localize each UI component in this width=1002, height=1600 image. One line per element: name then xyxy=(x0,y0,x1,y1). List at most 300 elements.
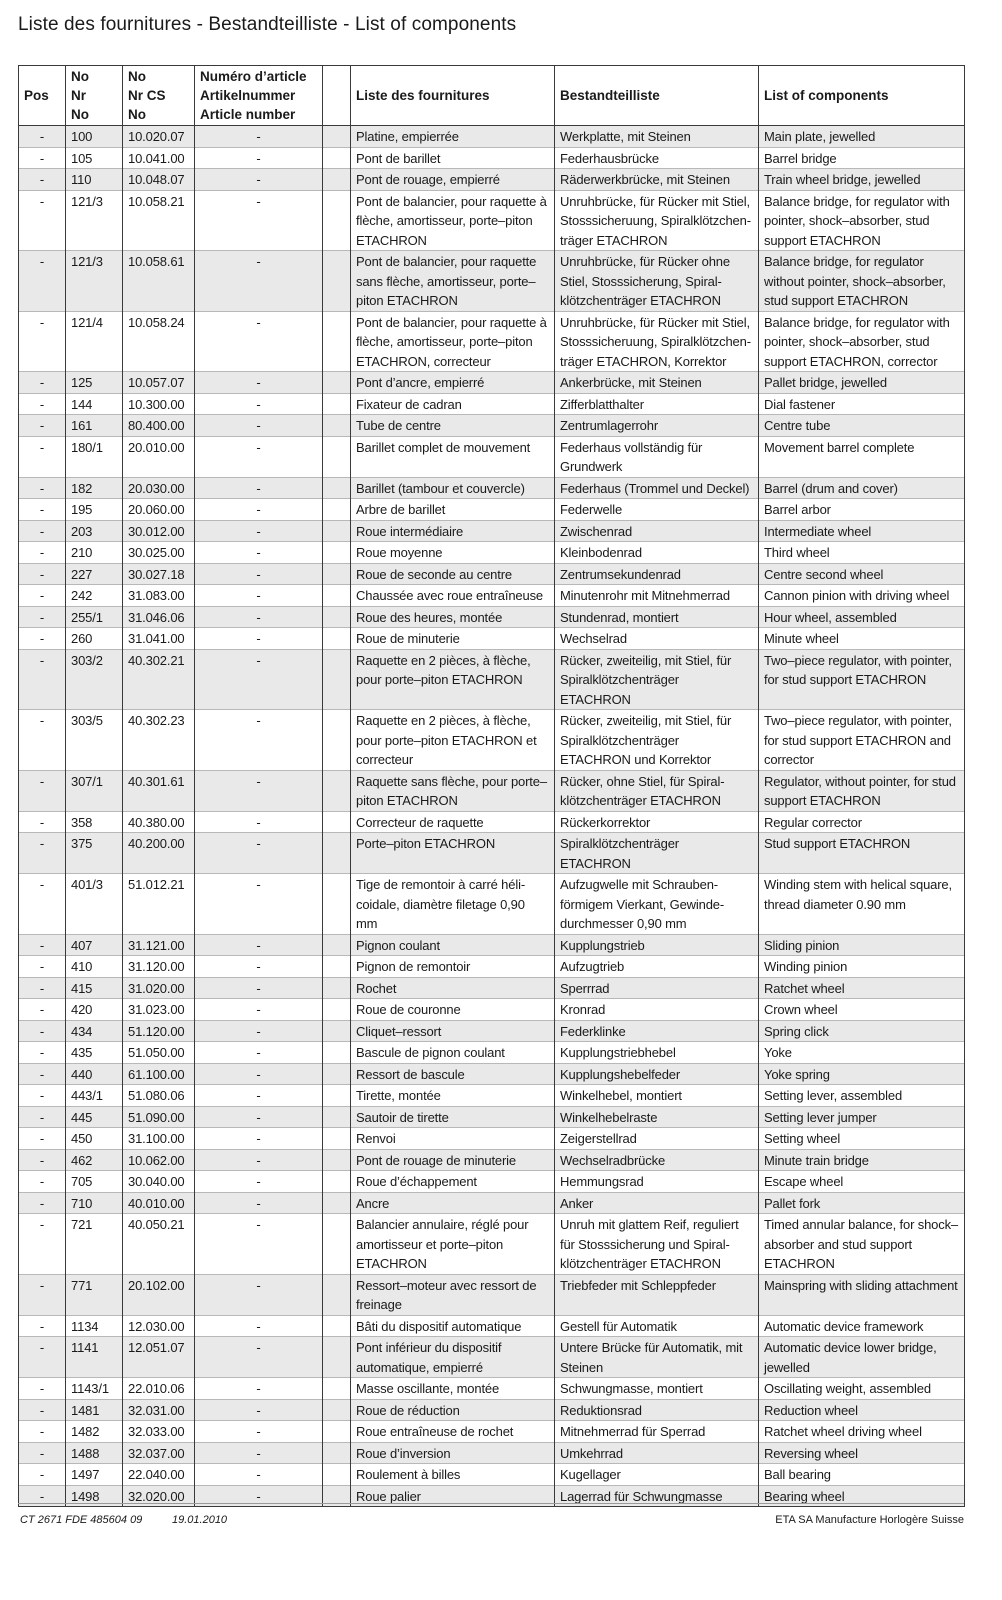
cell-article: - xyxy=(195,1106,323,1128)
cell-en: Escape wheel xyxy=(759,1171,965,1193)
cell-pos: - xyxy=(19,147,66,169)
cell-de: Federhaus (Trommel und Deckel) xyxy=(555,477,759,499)
table-row xyxy=(19,126,965,148)
cell-article: - xyxy=(195,311,323,372)
cell-nr: 375 xyxy=(66,833,123,874)
cell-article: - xyxy=(195,126,323,148)
cell-blank xyxy=(323,190,351,251)
table-row xyxy=(19,1421,965,1443)
cell-de: Wechselradbrücke xyxy=(555,1149,759,1171)
cell-cs: 31.041.00 xyxy=(123,628,195,650)
table-row xyxy=(19,1274,965,1315)
footer-doc-ref: CT 2671 FDE 485604 09 xyxy=(20,1514,143,1526)
cell-cs: 20.010.00 xyxy=(123,436,195,477)
cell-de: Rücker, zweiteilig, mit Stiel, für Spiralklötzchenträger ETACHRON xyxy=(555,649,759,710)
cell-article: - xyxy=(195,190,323,251)
cell-article: - xyxy=(195,1063,323,1085)
cell-de: Gestell für Automatik xyxy=(555,1315,759,1337)
table-row xyxy=(19,393,965,415)
cell-de: Federklinke xyxy=(555,1020,759,1042)
cell-cs: 31.121.00 xyxy=(123,934,195,956)
header-nr: No Nr No xyxy=(66,66,123,126)
cell-article: - xyxy=(195,1192,323,1214)
table-row xyxy=(19,1464,965,1486)
cell-cs: 10.057.07 xyxy=(123,372,195,394)
cell-cs: 10.020.07 xyxy=(123,126,195,148)
cell-de: Unruhbrücke, für Rücker mit Stiel, Stosssicheruung, Spiralklötzchen-träger ETACHRON xyxy=(555,190,759,251)
cell-article: - xyxy=(195,1274,323,1315)
cell-fr: Barillet complet de mouvement xyxy=(351,436,555,477)
cell-cs: 10.058.21 xyxy=(123,190,195,251)
cell-nr: 307/1 xyxy=(66,770,123,811)
cell-en: Centre tube xyxy=(759,415,965,437)
cell-en: Intermediate wheel xyxy=(759,520,965,542)
cell-en: Winding pinion xyxy=(759,956,965,978)
cell-en: Movement barrel complete xyxy=(759,436,965,477)
cell-blank xyxy=(323,1020,351,1042)
table-row xyxy=(19,977,965,999)
cell-blank xyxy=(323,1042,351,1064)
cell-pos: - xyxy=(19,436,66,477)
cell-pos: - xyxy=(19,126,66,148)
cell-blank xyxy=(323,1171,351,1193)
cell-article: - xyxy=(195,542,323,564)
cell-blank xyxy=(323,1274,351,1315)
cell-pos: - xyxy=(19,585,66,607)
table-row xyxy=(19,499,965,521)
cell-cs: 10.048.07 xyxy=(123,169,195,191)
cell-cs: 51.012.21 xyxy=(123,874,195,935)
cell-cs: 10.041.00 xyxy=(123,147,195,169)
table-row xyxy=(19,934,965,956)
cell-pos: - xyxy=(19,311,66,372)
cell-cs: 22.010.06 xyxy=(123,1378,195,1400)
cell-de: Ankerbrücke, mit Steinen xyxy=(555,372,759,394)
cell-article: - xyxy=(195,1085,323,1107)
footer-date: 19.01.2010 xyxy=(172,1514,228,1526)
cell-nr: 1141 xyxy=(66,1337,123,1378)
cell-article: - xyxy=(195,393,323,415)
cell-pos: - xyxy=(19,1042,66,1064)
cell-pos: - xyxy=(19,934,66,956)
cell-blank xyxy=(323,934,351,956)
cell-fr: Chaussée avec roue entraîneuse xyxy=(351,585,555,607)
cell-de: Aufzugwelle mit Schrauben-förmigem Vierkant, Gewinde-durchmesser 0,90 mm xyxy=(555,874,759,935)
table-row xyxy=(19,1085,965,1107)
cell-nr: 1497 xyxy=(66,1464,123,1486)
cell-article: - xyxy=(195,1464,323,1486)
cell-fr: Barillet (tambour et couvercle) xyxy=(351,477,555,499)
cell-pos: - xyxy=(19,1106,66,1128)
cell-nr: 227 xyxy=(66,563,123,585)
cell-en: Setting lever jumper xyxy=(759,1106,965,1128)
table-row xyxy=(19,999,965,1021)
cell-blank xyxy=(323,1337,351,1378)
cell-en: Bearing wheel xyxy=(759,1485,965,1507)
cell-cs: 32.020.00 xyxy=(123,1485,195,1507)
cell-pos: - xyxy=(19,710,66,771)
cell-pos: - xyxy=(19,811,66,833)
table-row xyxy=(19,585,965,607)
cell-nr: 705 xyxy=(66,1171,123,1193)
cell-nr: 710 xyxy=(66,1192,123,1214)
cell-article: - xyxy=(195,811,323,833)
table-row xyxy=(19,311,965,372)
table-row xyxy=(19,520,965,542)
table-row xyxy=(19,628,965,650)
cell-en: Reduction wheel xyxy=(759,1399,965,1421)
table-row xyxy=(19,1128,965,1150)
cell-blank xyxy=(323,1192,351,1214)
table-row xyxy=(19,415,965,437)
cell-pos: - xyxy=(19,649,66,710)
cell-en: Barrel bridge xyxy=(759,147,965,169)
cell-cs: 10.062.00 xyxy=(123,1149,195,1171)
cell-cs: 31.046.06 xyxy=(123,606,195,628)
cell-cs: 20.030.00 xyxy=(123,477,195,499)
cell-pos: - xyxy=(19,1063,66,1085)
table-row xyxy=(19,1042,965,1064)
cell-article: - xyxy=(195,956,323,978)
cell-en: Minute train bridge xyxy=(759,1149,965,1171)
header-pos: Pos xyxy=(19,66,66,126)
cell-fr: Roue intermédiaire xyxy=(351,520,555,542)
cell-article: - xyxy=(195,1442,323,1464)
cell-nr: 445 xyxy=(66,1106,123,1128)
cell-article: - xyxy=(195,251,323,312)
cell-blank xyxy=(323,1378,351,1400)
cell-en: Balance bridge, for regulator without pointer, shock–absorber, stud support ETACHRON xyxy=(759,251,965,312)
cell-fr: Renvoi xyxy=(351,1128,555,1150)
cell-en: Train wheel bridge, jewelled xyxy=(759,169,965,191)
cell-en: Setting wheel xyxy=(759,1128,965,1150)
cell-nr: 771 xyxy=(66,1274,123,1315)
cell-en: Two–piece regulator, with pointer, for stud support ETACHRON and corrector xyxy=(759,710,965,771)
cell-en: Centre second wheel xyxy=(759,563,965,585)
cell-en: Balance bridge, for regulator with pointer, shock–absorber, stud support ETACHRON, corrector xyxy=(759,311,965,372)
cell-de: Wechselrad xyxy=(555,628,759,650)
table-row xyxy=(19,770,965,811)
cell-pos: - xyxy=(19,1378,66,1400)
cell-en: Stud support ETACHRON xyxy=(759,833,965,874)
cell-nr: 358 xyxy=(66,811,123,833)
cell-fr: Arbre de barillet xyxy=(351,499,555,521)
cell-de: Federhausbrücke xyxy=(555,147,759,169)
cell-en: Sliding pinion xyxy=(759,934,965,956)
cell-de: Federwelle xyxy=(555,499,759,521)
cell-de: Kupplungstrieb xyxy=(555,934,759,956)
cell-fr: Pont de rouage, empierré xyxy=(351,169,555,191)
cell-pos: - xyxy=(19,477,66,499)
cell-fr: Balancier annulaire, réglé pour amortisseur et porte–piton ETACHRON xyxy=(351,1214,555,1275)
cell-pos: - xyxy=(19,1128,66,1150)
cell-blank xyxy=(323,147,351,169)
cell-pos: - xyxy=(19,393,66,415)
table-row xyxy=(19,563,965,585)
cell-fr: Roue moyenne xyxy=(351,542,555,564)
cell-article: - xyxy=(195,1337,323,1378)
table-row xyxy=(19,1171,965,1193)
cell-cs: 12.030.00 xyxy=(123,1315,195,1337)
cell-blank xyxy=(323,499,351,521)
cell-de: Unruh mit glattem Reif, reguliert für Stosssicherung und Spiral-klötzchenträger ETACHRON xyxy=(555,1214,759,1275)
cell-de: Rücker, ohne Stiel, für Spiral-klötzchenträger ETACHRON xyxy=(555,770,759,811)
cell-en: Pallet bridge, jewelled xyxy=(759,372,965,394)
cell-article: - xyxy=(195,585,323,607)
cell-fr: Pignon coulant xyxy=(351,934,555,956)
cell-de: Reduktionsrad xyxy=(555,1399,759,1421)
cell-fr: Porte–piton ETACHRON xyxy=(351,833,555,874)
table-row xyxy=(19,1337,965,1378)
cell-nr: 260 xyxy=(66,628,123,650)
table-row xyxy=(19,1063,965,1085)
cell-article: - xyxy=(195,477,323,499)
cell-fr: Raquette en 2 pièces, à flèche, pour porte–piton ETACHRON et correcteur xyxy=(351,710,555,771)
cell-article: - xyxy=(195,415,323,437)
cell-blank xyxy=(323,1149,351,1171)
cell-pos: - xyxy=(19,1085,66,1107)
cell-de: Zentrumlagerrohr xyxy=(555,415,759,437)
cell-nr: 410 xyxy=(66,956,123,978)
cell-blank xyxy=(323,436,351,477)
cell-en: Spring click xyxy=(759,1020,965,1042)
cell-pos: - xyxy=(19,1421,66,1443)
table-row xyxy=(19,1399,965,1421)
cell-nr: 100 xyxy=(66,126,123,148)
cell-cs: 30.012.00 xyxy=(123,520,195,542)
cell-article: - xyxy=(195,147,323,169)
cell-en: Two–piece regulator, with pointer, for stud support ETACHRON xyxy=(759,649,965,710)
cell-nr: 242 xyxy=(66,585,123,607)
cell-article: - xyxy=(195,563,323,585)
cell-blank xyxy=(323,477,351,499)
table-row xyxy=(19,710,965,771)
cell-en: Reversing wheel xyxy=(759,1442,965,1464)
table-row xyxy=(19,1020,965,1042)
cell-article: - xyxy=(195,499,323,521)
cell-blank xyxy=(323,977,351,999)
cell-en: Oscillating weight, assembled xyxy=(759,1378,965,1400)
cell-en: Main plate, jewelled xyxy=(759,126,965,148)
cell-pos: - xyxy=(19,628,66,650)
cell-fr: Fixateur de cadran xyxy=(351,393,555,415)
cell-blank xyxy=(323,1063,351,1085)
cell-cs: 51.050.00 xyxy=(123,1042,195,1064)
cell-fr: Rochet xyxy=(351,977,555,999)
cell-nr: 1482 xyxy=(66,1421,123,1443)
cell-cs: 51.080.06 xyxy=(123,1085,195,1107)
cell-en: Winding stem with helical square, thread diameter 0.90 mm xyxy=(759,874,965,935)
cell-nr: 443/1 xyxy=(66,1085,123,1107)
table-row xyxy=(19,811,965,833)
cell-en: Dial fastener xyxy=(759,393,965,415)
cell-pos: - xyxy=(19,1149,66,1171)
cell-nr: 462 xyxy=(66,1149,123,1171)
cell-cs: 32.033.00 xyxy=(123,1421,195,1443)
cell-fr: Cliquet–ressort xyxy=(351,1020,555,1042)
cell-blank xyxy=(323,585,351,607)
cell-article: - xyxy=(195,874,323,935)
cell-cs: 31.083.00 xyxy=(123,585,195,607)
cell-cs: 30.040.00 xyxy=(123,1171,195,1193)
cell-en: Regular corrector xyxy=(759,811,965,833)
cell-fr: Tige de remontoir à carré héli-coidale, diamètre filetage 0,90 mm xyxy=(351,874,555,935)
cell-blank xyxy=(323,1106,351,1128)
header-de: Bestandteilliste xyxy=(555,66,759,126)
cell-de: Kronrad xyxy=(555,999,759,1021)
cell-de: Unruhbrücke, für Rücker mit Stiel, Stosssicheruung, Spiralklötzchen-träger ETACHRON, Korrektor xyxy=(555,311,759,372)
cell-de: Unruhbrücke, für Rücker ohne Stiel, Stosssicherung, Spiral-klötzchenträger ETACHRON xyxy=(555,251,759,312)
cell-pos: - xyxy=(19,770,66,811)
cell-blank xyxy=(323,1085,351,1107)
page-title: Liste des fournitures - Bestandteilliste - List of components xyxy=(18,14,517,35)
cell-nr: 440 xyxy=(66,1063,123,1085)
cell-article: - xyxy=(195,1171,323,1193)
cell-article: - xyxy=(195,169,323,191)
cell-blank xyxy=(323,169,351,191)
cell-fr: Sautoir de tirette xyxy=(351,1106,555,1128)
cell-fr: Raquette en 2 pièces, à flèche, pour porte–piton ETACHRON xyxy=(351,649,555,710)
cell-fr: Ressort de bascule xyxy=(351,1063,555,1085)
cell-en: Automatic device framework xyxy=(759,1315,965,1337)
cell-blank xyxy=(323,311,351,372)
cell-fr: Roue palier xyxy=(351,1485,555,1507)
cell-de: Aufzugtrieb xyxy=(555,956,759,978)
cell-cs: 40.010.00 xyxy=(123,1192,195,1214)
cell-nr: 303/5 xyxy=(66,710,123,771)
cell-blank xyxy=(323,833,351,874)
cell-blank xyxy=(323,649,351,710)
cell-cs: 32.031.00 xyxy=(123,1399,195,1421)
cell-blank xyxy=(323,628,351,650)
cell-pos: - xyxy=(19,169,66,191)
cell-nr: 1134 xyxy=(66,1315,123,1337)
cell-blank xyxy=(323,1442,351,1464)
footer-divider xyxy=(18,1503,964,1504)
cell-blank xyxy=(323,770,351,811)
cell-article: - xyxy=(195,833,323,874)
cell-pos: - xyxy=(19,606,66,628)
cell-pos: - xyxy=(19,563,66,585)
cell-nr: 721 xyxy=(66,1214,123,1275)
cell-en: Timed annular balance, for shock–absorber and stud support ETACHRON xyxy=(759,1214,965,1275)
table-row xyxy=(19,169,965,191)
cell-en: Yoke spring xyxy=(759,1063,965,1085)
cell-blank xyxy=(323,1399,351,1421)
table-row xyxy=(19,956,965,978)
cell-cs: 10.058.61 xyxy=(123,251,195,312)
cell-pos: - xyxy=(19,190,66,251)
cell-de: Zeigerstellrad xyxy=(555,1128,759,1150)
cell-blank xyxy=(323,1421,351,1443)
cell-article: - xyxy=(195,372,323,394)
cell-de: Räderwerkbrücke, mit Steinen xyxy=(555,169,759,191)
table-row xyxy=(19,1149,965,1171)
cell-cs: 12.051.07 xyxy=(123,1337,195,1378)
cell-pos: - xyxy=(19,251,66,312)
cell-de: Untere Brücke für Automatik, mit Steinen xyxy=(555,1337,759,1378)
cell-de: Kugellager xyxy=(555,1464,759,1486)
cell-pos: - xyxy=(19,833,66,874)
cell-blank xyxy=(323,563,351,585)
cell-nr: 415 xyxy=(66,977,123,999)
cell-fr: Pont inférieur du dispositif automatique, empierré xyxy=(351,1337,555,1378)
cell-fr: Roue de seconde au centre xyxy=(351,563,555,585)
cell-blank xyxy=(323,1128,351,1150)
cell-de: Kupplungshebelfeder xyxy=(555,1063,759,1085)
cell-de: Triebfeder mit Schleppfeder xyxy=(555,1274,759,1315)
cell-pos: - xyxy=(19,1315,66,1337)
cell-article: - xyxy=(195,520,323,542)
cell-pos: - xyxy=(19,1274,66,1315)
cell-cs: 31.023.00 xyxy=(123,999,195,1021)
cell-nr: 210 xyxy=(66,542,123,564)
header-fr: Liste des fournitures xyxy=(351,66,555,126)
cell-nr: 161 xyxy=(66,415,123,437)
cell-cs: 31.120.00 xyxy=(123,956,195,978)
cell-fr: Roue d’échappement xyxy=(351,1171,555,1193)
cell-fr: Tube de centre xyxy=(351,415,555,437)
cell-article: - xyxy=(195,1042,323,1064)
cell-nr: 121/3 xyxy=(66,251,123,312)
table-row xyxy=(19,190,965,251)
cell-de: Mitnehmerrad für Sperrad xyxy=(555,1421,759,1443)
cell-nr: 180/1 xyxy=(66,436,123,477)
cell-cs: 40.050.21 xyxy=(123,1214,195,1275)
components-table-container xyxy=(18,65,964,1507)
cell-fr: Pont de balancier, pour raquette à flèche, amortisseur, porte–piton ETACHRON, correcteur xyxy=(351,311,555,372)
cell-fr: Pont de rouage de minuterie xyxy=(351,1149,555,1171)
cell-en: Balance bridge, for regulator with pointer, shock–absorber, stud support ETACHRON xyxy=(759,190,965,251)
cell-blank xyxy=(323,710,351,771)
table-row xyxy=(19,649,965,710)
cell-article: - xyxy=(195,1421,323,1443)
table-row xyxy=(19,372,965,394)
cell-en: Third wheel xyxy=(759,542,965,564)
cell-fr: Ressort–moteur avec ressort de freinage xyxy=(351,1274,555,1315)
cell-de: Schwungmasse, montiert xyxy=(555,1378,759,1400)
cell-pos: - xyxy=(19,1171,66,1193)
cell-cs: 40.200.00 xyxy=(123,833,195,874)
cell-cs: 10.058.24 xyxy=(123,311,195,372)
table-row xyxy=(19,147,965,169)
table-row xyxy=(19,874,965,935)
cell-en: Yoke xyxy=(759,1042,965,1064)
cell-fr: Pignon de remontoir xyxy=(351,956,555,978)
cell-de: Federhaus vollständig für Grundwerk xyxy=(555,436,759,477)
cell-de: Anker xyxy=(555,1192,759,1214)
cell-en: Regulator, without pointer, for stud support ETACHRON xyxy=(759,770,965,811)
cell-de: Kupplungstriebhebel xyxy=(555,1042,759,1064)
cell-en: Ratchet wheel xyxy=(759,977,965,999)
cell-fr: Roue d’inversion xyxy=(351,1442,555,1464)
cell-nr: 303/2 xyxy=(66,649,123,710)
cell-nr: 407 xyxy=(66,934,123,956)
cell-fr: Pont de barillet xyxy=(351,147,555,169)
cell-pos: - xyxy=(19,542,66,564)
cell-blank xyxy=(323,542,351,564)
cell-en: Hour wheel, assembled xyxy=(759,606,965,628)
cell-de: Minutenrohr mit Mitnehmerrad xyxy=(555,585,759,607)
cell-fr: Roue des heures, montée xyxy=(351,606,555,628)
cell-nr: 255/1 xyxy=(66,606,123,628)
cell-cs: 61.100.00 xyxy=(123,1063,195,1085)
cell-de: Winkelhebelraste xyxy=(555,1106,759,1128)
cell-cs: 20.060.00 xyxy=(123,499,195,521)
cell-nr: 195 xyxy=(66,499,123,521)
cell-blank xyxy=(323,415,351,437)
cell-cs: 40.302.23 xyxy=(123,710,195,771)
